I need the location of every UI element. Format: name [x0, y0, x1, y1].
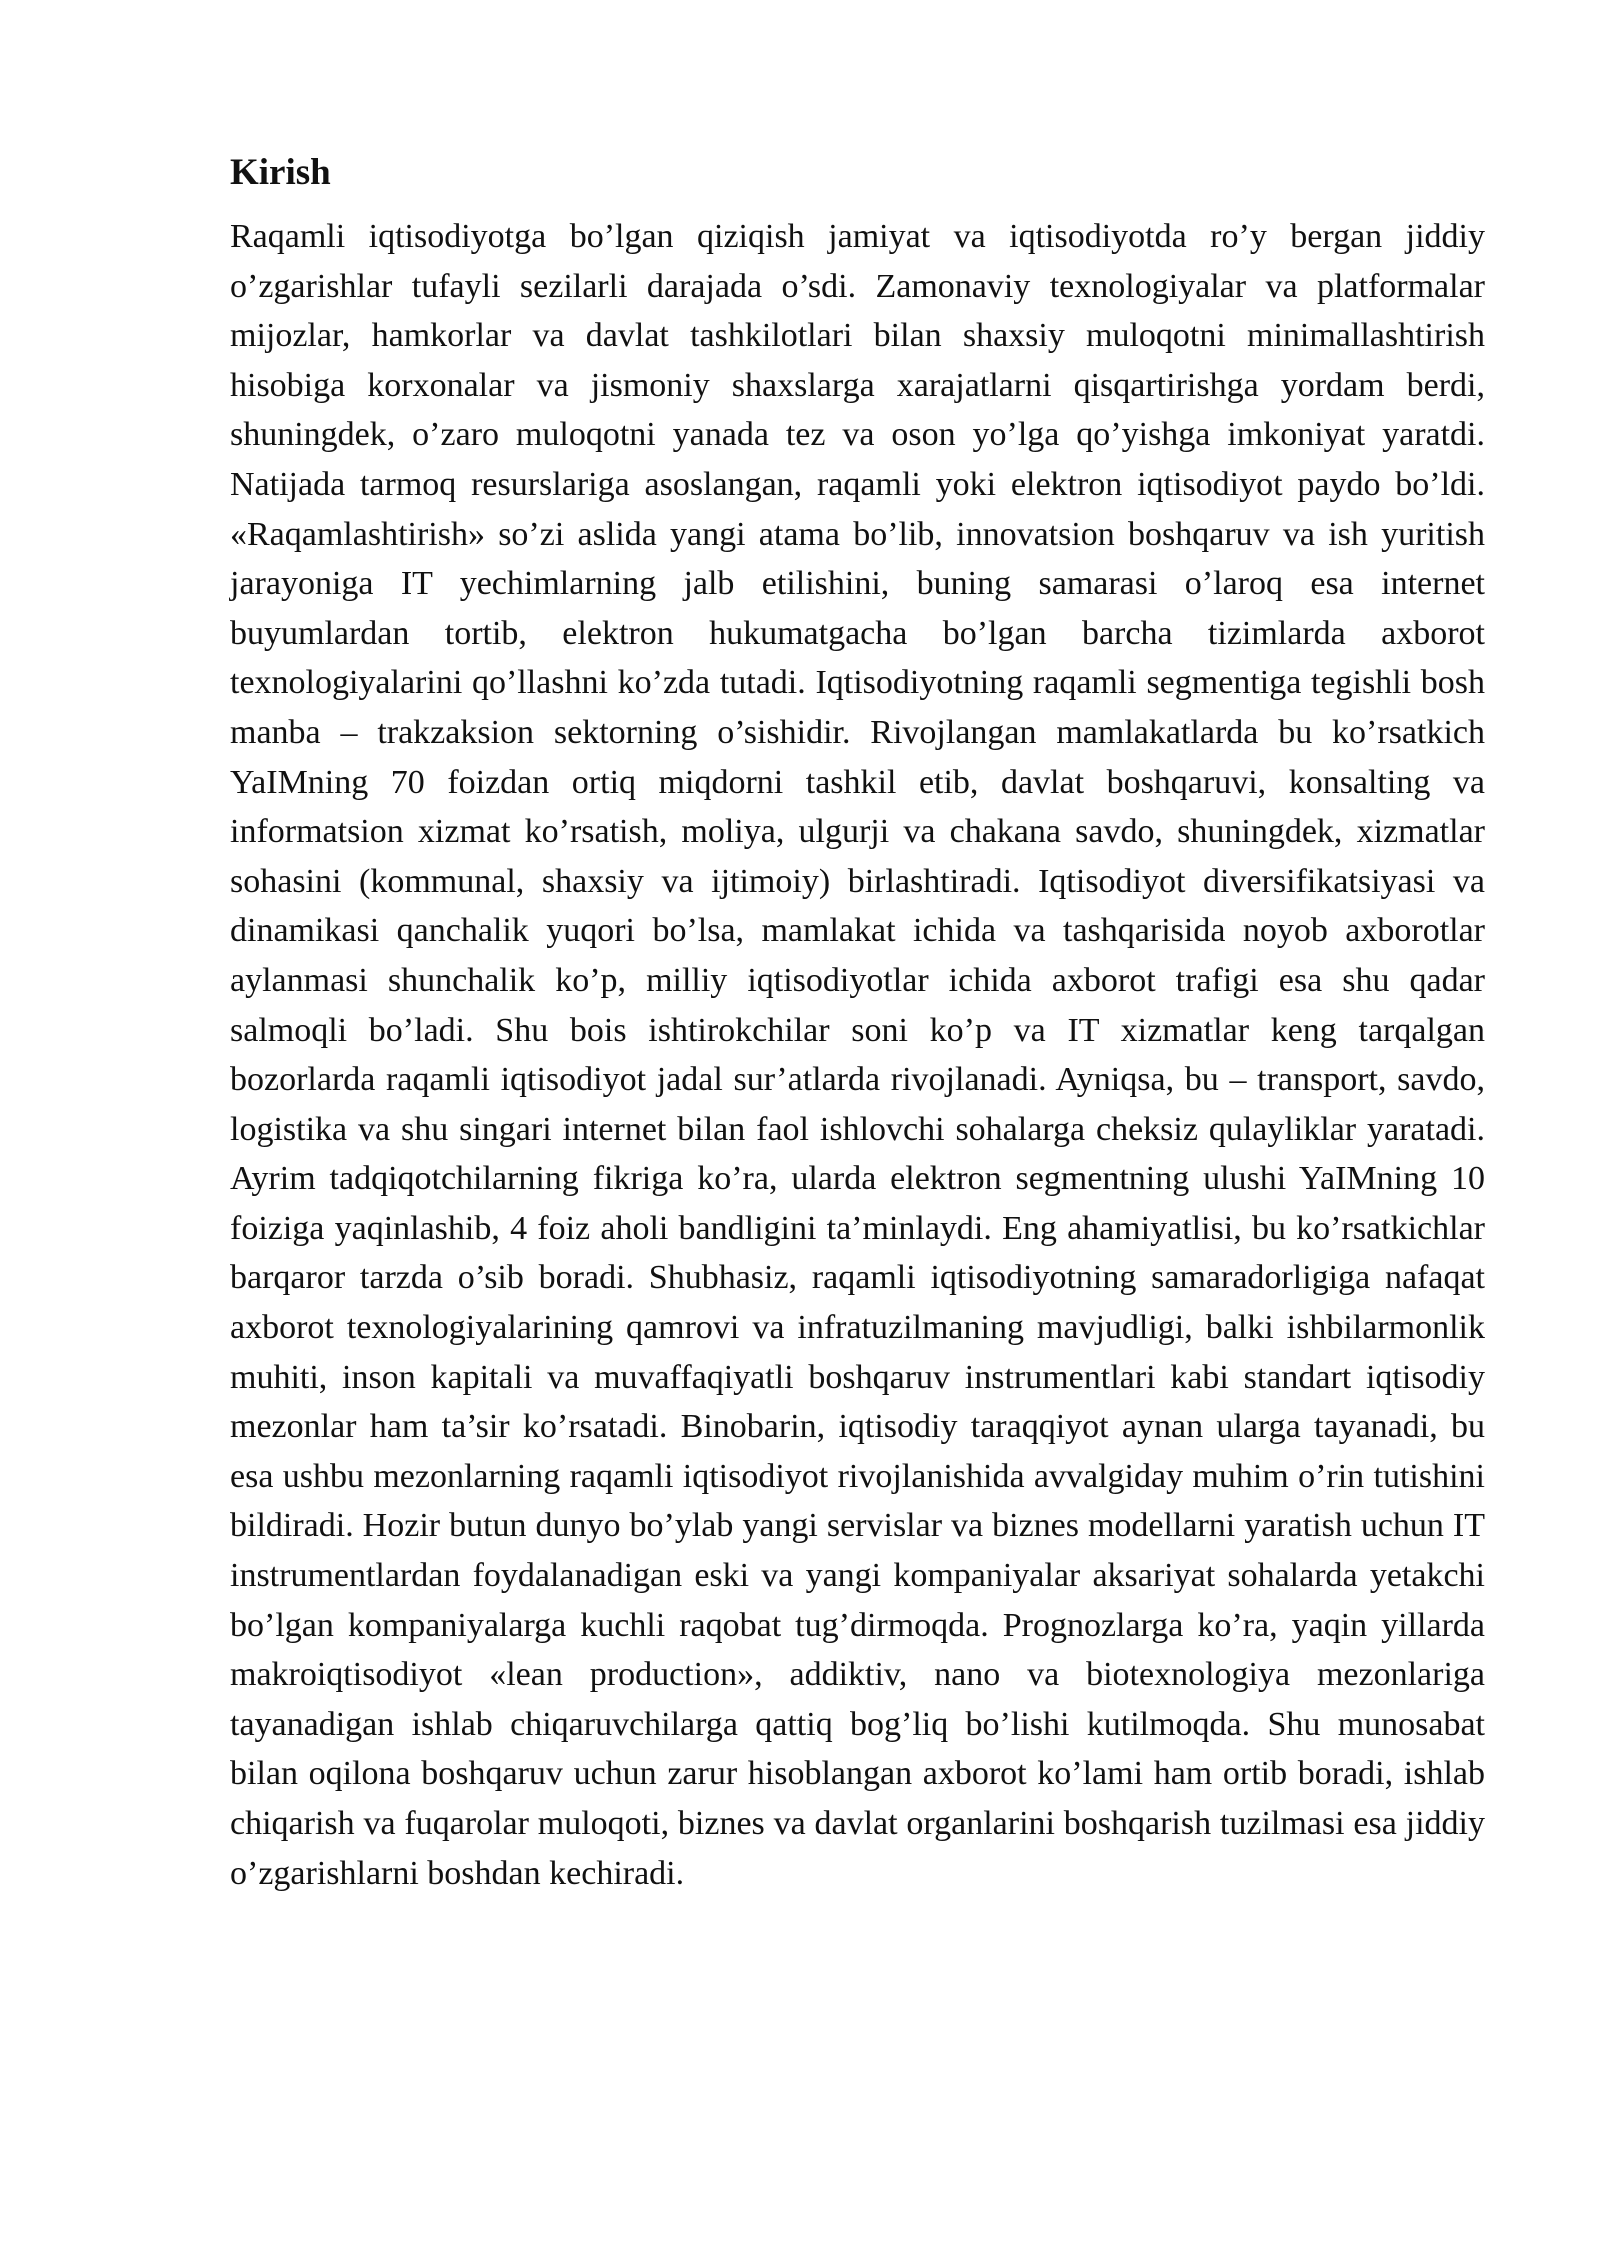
- document-content: [230, 148, 1485, 1898]
- section-heading: Kirish: [230, 152, 331, 193]
- body-paragraph: Raqamli iqtisodiyotga bo’lgan qiziqish jamiyat va iqtisodiyotda ro’y bergan jiddiy o’zgarishlar tufayli sezilarli darajada o’sdi. Zamonaviy texnologiyalar va platformalar mijozlar, hamkorlar va davlat tashkilotlari bilan shaxsiy muloqotni minimallashtirish hisobiga korxonalar va jismoniy shaxslarga xarajatlarni qisqartirishga yordam berdi, shuningdek, o’zaro muloqotni yanada tez va oson yo’lga qo’yishga imkoniyat yaratdi. Natijada tarmoq resurslariga asoslangan, raqamli yoki elektron iqtisodiyot paydo bo’ldi. «Raqamlashtirish» so’zi aslida yangi atama bo’lib, innovatsion boshqaruv va ish yuritish jarayoniga IT yechimlarning jalb etilishini, buning samarasi o’laroq esa internet buyumlardan tortib, elektron hukumatgacha bo’lgan barcha tizimlarda axborot texnologiyalarini qo’llashni ko’zda tutadi. Iqtisodiyotning raqamli segmentiga tegishli bosh manba – trakzaksion sektorning o’sishidir. Rivojlangan mamlakatlarda bu ko’rsatkich YaIMning 70 foizdan ortiq miqdorni tashkil etib, davlat boshqaruvi, konsalting va informatsion xizmat ko’rsatish, moliya, ulgurji va chakana savdo, shuningdek, xizmatlar sohasini (kommunal, shaxsiy va ijtimoiy) birlashtiradi. Iqtisodiyot diversifikatsiyasi va dinamikasi qanchalik yuqori bo’lsa, mamlakat ichida va tashqarisida noyob axborotlar aylanmasi shunchalik ko’p, milliy iqtisodiyotlar ichida axborot trafigi esa shu qadar salmoqli bo’ladi. Shu bois ishtirokchilar soni ko’p va IT xizmatlar keng tarqalgan bozorlarda raqamli iqtisodiyot jadal sur’atlarda rivojlanadi. Ayniqsa, bu – transport, savdo, logistika va shu singari internet bilan faol ishlovchi sohalarga cheksiz qulayliklar yaratadi. Ayrim tadqiqotchilarning fikriga ko’ra, ularda elektron segmentning ulushi YaIMning 10 foiziga yaqinlashib, 4 foiz aholi bandligini ta’minlaydi. Eng ahamiyatlisi, bu ko’rsatkichlar barqaror tarzda o’sib boradi. Shubhasiz, raqamli iqtisodiyotning samaradorligiga nafaqat axborot texnologiyalarining qamrovi va infratuzilmaning mavjudligi, balki ishbilarmonlik muhiti, inson kapitali va muvaffaqiyatli boshqaruv instrumentlari kabi standart iqtisodiy mezonlar ham ta’sir ko’rsatadi. Binobarin, iqtisodiy taraqqiyot aynan ularga tayanadi, bu esa ushbu mezonlarning raqamli iqtisodiyot rivojlanishida avvalgiday muhim o’rin tutishini bildiradi. Hozir butun dunyo bo’ylab yangi servislar va biznes modellarni yaratish uchun IT instrumentlardan foydalanadigan eski va yangi kompaniyalar aksariyat sohalarda yetakchi bo’lgan kompaniyalarga kuchli raqobat tug’dirmoqda. Prognozlarga ko’ra, yaqin yillarda makroiqtisodiyot «lean production», addiktiv, nano va biotexnologiya mezonlariga tayanadigan ishlab chiqaruvchilarga qattiq bog’liq bo’lishi kutilmoqda. Shu munosabat bilan oqilona boshqaruv uchun zarur hisoblangan axborot ko’lami ham ortib boradi, ishlab chiqarish va fuqarolar muloqoti, biznes va davlat organlarini boshqarish tuzilmasi esa jiddiy o’zgarishlarni boshdan kechiradi.: [230, 218, 1485, 1892]
